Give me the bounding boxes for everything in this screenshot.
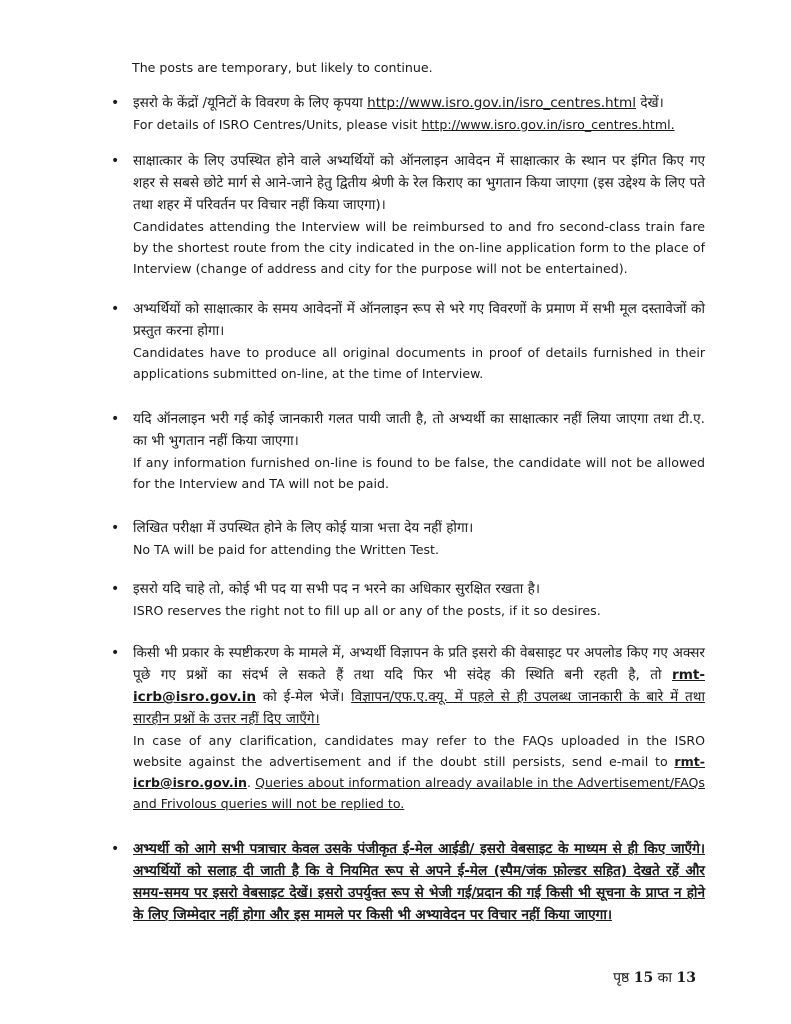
english-text: No TA will be paid for attending the Written Test. bbox=[133, 542, 439, 557]
bullet-icon: • bbox=[111, 581, 120, 597]
hindi-text: साक्षात्कार के लिए उपस्थित होने वाले अभ्यर्थियों को ऑनलाइन आवेदन में साक्षात्कार के स्थान पर इंगित किए गए शहर से सबसे छोटे मार्ग से आने-जाने हेतु द्वितीय श्रेणी के रेल किराए का भुगतान किया जाएगा (इस उद्देश्य के लिए पते तथा शहर में परिवर्तन पर विचार नहीं किया जाएगा)। bbox=[133, 153, 705, 213]
bullet-icon: • bbox=[111, 841, 120, 857]
english-text: For details of ISRO Centres/Units, please visit http://www.isro.gov.in/isro_centres.html. bbox=[133, 117, 675, 132]
bullet-icon: • bbox=[111, 301, 120, 317]
list-item bbox=[105, 642, 705, 814]
bullet-icon: • bbox=[111, 95, 120, 111]
list-item bbox=[105, 838, 705, 926]
isro-centres-link-en[interactable]: http://www.isro.gov.in/isro_centres.html. bbox=[421, 117, 675, 132]
email-link[interactable]: rmt-icrb@isro.gov.in bbox=[133, 667, 705, 705]
hindi-text: इसरो के केंद्रों /यूनिटों के विवरण के लिए कृपया http://www.isro.gov.in/isro_centres.html देखें। bbox=[133, 95, 664, 111]
list-item bbox=[105, 92, 705, 135]
isro-centres-link[interactable]: http://www.isro.gov.in/isro_centres.html bbox=[367, 95, 637, 111]
list-item bbox=[105, 517, 705, 560]
hindi-text: यदि ऑनलाइन भरी गई कोई जानकारी गलत पायी जाती है, तो अभ्यर्थी का साक्षात्कार नहीं लिया जाएगा तथा टी.ए. का भी भुगतान नहीं किया जाएगा। bbox=[133, 411, 705, 449]
hindi-text: किसी भी प्रकार के स्पष्टीकरण के मामले में, अभ्यर्थी विज्ञापन के प्रति इसरो की वेबसाइट पर अपलोड किए गए अक्सर पूछे गए प्रश्नों का संदर्भ ले सकते हैं तथा यदि फिर भी संदेह की स्थिति बनी रहती है, तो rmt-icrb@isro.gov.in को ई-मेल भेजें। विज्ञापन/एफ.ए.क्यू. में पहले से ही उपलब्ध जानकारी के बारे में तथा सारहीन प्रश्नों के उत्तर नहीं दिए जाएँगे। bbox=[133, 645, 706, 727]
intro-text: The posts are temporary, but likely to continue. bbox=[132, 60, 433, 75]
hindi-text: इसरो यदि चाहे तो, कोई भी पद या सभी पद न भरने का अधिकार सुरक्षित रखता है। bbox=[133, 581, 540, 597]
bullet-icon: • bbox=[111, 153, 120, 169]
english-text: If any information furnished on-line is found to be false, the candidate will not be allowed for the Interview and TA will not be paid. bbox=[133, 455, 705, 491]
english-text: ISRO reserves the right not to fill up all or any of the posts, if it so desires. bbox=[133, 603, 601, 618]
hindi-text: लिखित परीक्षा में उपस्थित होने के लिए कोई यात्रा भत्ता देय नहीं होगा। bbox=[133, 520, 474, 536]
page-number: पृष्ठ 15 का 13 bbox=[613, 970, 696, 986]
english-text: Candidates attending the Interview will be reimbursed to and fro second-class train fare by the shortest route from the city indicated in the on-line application form to the place of Interview (change of address and city for the purpose will not be entertained). bbox=[133, 219, 705, 276]
list-item bbox=[105, 150, 705, 279]
bullet-icon: • bbox=[111, 411, 120, 427]
hindi-text: अभ्यर्थी को आगे सभी पत्राचार केवल उसके पंजीकृत ई-मेल आईडी/ इसरो वेबसाइट के माध्यम से ही किए जाएँगे। अभ्यर्थियों को सलाह दी जाती है कि वे नियमित रूप से अपने ई-मेल (स्पैम/जंक फ़ोल्डर सहित) देखते रहें और समय-समय पर इसरो वेबसाइट देखें। इसरो उपर्युक्त रूप से भेजी गई/प्रदान की गई किसी भी सूचना के प्राप्त न होने के लिए जिम्मेदार नहीं होगा और इस मामले पर किसी भी अभ्यावेदन पर विचार नहीं किया जाएगा। bbox=[133, 841, 705, 923]
bullet-icon: • bbox=[111, 645, 120, 661]
list-item bbox=[105, 298, 705, 384]
english-text: Candidates have to produce all original documents in proof of details furnished in their applications submitted on-line, at the time of Interview. bbox=[133, 345, 705, 381]
list-item bbox=[105, 408, 705, 494]
english-text: In case of any clarification, candidates may refer to the FAQs uploaded in the ISRO website against the advertisement and if the doubt still persists, send e-mail to rmt-icrb@isro.gov.in. Queries about information already available in the Advertisement/FAQs and Frivolous queries will not be replied to. bbox=[133, 733, 705, 811]
bullet-icon: • bbox=[111, 520, 120, 536]
list-item bbox=[105, 578, 705, 621]
email-link-en[interactable]: rmt-icrb@isro.gov.in bbox=[133, 754, 705, 790]
hindi-text: अभ्यर्थियों को साक्षात्कार के समय आवेदनों में ऑनलाइन रूप से भरे गए विवरणों के प्रमाण में सभी मूल दस्तावेजों को प्रस्तुत करना होगा। bbox=[133, 301, 705, 339]
